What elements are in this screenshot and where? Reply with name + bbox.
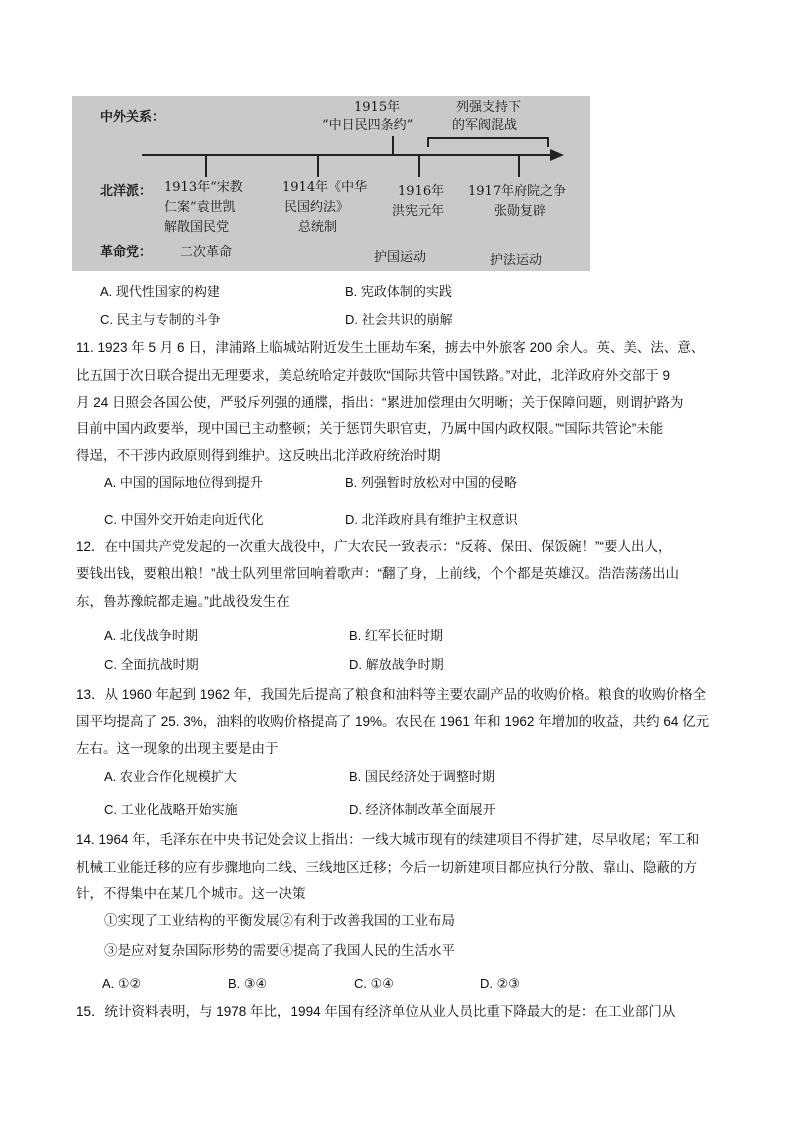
q11-line2: 比五国于次日联合提出无理要求，美总统哈定并鼓吹“国际共管中国铁路。”对此，北洋政府外交部于 9 — [76, 368, 670, 383]
tick-1916 — [418, 155, 420, 177]
q13-option-b: B. 国民经济处于调整时期 — [349, 769, 495, 784]
q11-option-d: D. 北洋政府具有维护主权意识 — [345, 512, 518, 527]
row-label-revolution: 革命党： — [100, 245, 153, 260]
q12-option-b: B. 红军长征时期 — [349, 628, 443, 643]
row-label-beiyang: 北洋派： — [100, 184, 153, 199]
q14-option-b: B. ③④ — [228, 976, 268, 991]
q10-option-b: B. 宪政体制的实践 — [345, 284, 452, 299]
q11-option-c: C. 中国外交开始走向近代化 — [104, 512, 264, 527]
huguo-movement-label: 护国运动 — [374, 250, 427, 265]
q13-line3: 左右。这一现象的出现主要是由于 — [76, 741, 279, 756]
q10-option-a: A. 现代性国家的构建 — [100, 284, 220, 299]
warlord-label-line2: 的军阀混战 — [452, 118, 518, 133]
timeline-figure — [72, 96, 590, 271]
tick-1914 — [317, 155, 319, 177]
q13-line2: 国平均提高了 25. 3%，油料的收购价格提高了 19%。农民在 1961 年和 1962 年增加的收益，共约 64 亿元 — [76, 714, 710, 729]
event-1915-year: 1915年 — [354, 100, 401, 115]
event-1916-line1: 1916年 — [398, 184, 445, 199]
q11-line3: 月 24 日照会各国公使，严驳斥列强的通牒，指出：“累进加偿理由欠明晰；关于保障问题，则谓护路为 — [76, 395, 684, 410]
tick-1917 — [518, 155, 520, 177]
event-1913-line2: 仁案”袁世凯 — [164, 200, 236, 215]
q14-option-a: A. ①② — [102, 976, 142, 991]
q13-option-d: D. 经济体制改革全面展开 — [349, 802, 496, 817]
event-1915-name: “中日民四条约” — [322, 118, 414, 133]
q11-line4: 目前中国内政要举，现中国已主动整顿；关于惩罚失职官吏，乃属中国内政权限。”“国际共管论”未能 — [76, 421, 664, 436]
timeline-axis — [142, 154, 552, 156]
tick-1915 — [392, 136, 394, 154]
event-1917-line2: 张勋复辟 — [494, 204, 547, 219]
q12-option-c: C. 全面抗战时期 — [104, 657, 199, 672]
q13-line1: 13．从 1960 年起到 1962 年，我国先后提高了粮食和油料等主要农副产品的收购价格。粮食的收购价格全 — [76, 687, 707, 702]
event-1917-line1: 1917年府院之争 — [468, 184, 567, 199]
event-1913-line1: 1913年“宋教 — [164, 180, 243, 195]
q11-option-b: B. 列强暂时放松对中国的侵略 — [345, 475, 517, 490]
row-label-foreign: 中外关系： — [100, 110, 166, 125]
second-revolution-label: 二次革命 — [180, 245, 233, 260]
q11-line5: 得逞，不干涉内政原则得到维护。这反映出北洋政府统治时期 — [76, 448, 441, 463]
warlord-bracket — [427, 137, 549, 147]
q10-option-c: C. 民主与专制的斗争 — [100, 312, 221, 327]
q12-line2: 要钱出钱，要粮出粮！”战士队列里常回响着歌声：“翻了身，上前线，个个都是英雄汉。浩浩荡荡出山 — [76, 566, 679, 581]
warlord-label-line1: 列强支持下 — [456, 100, 522, 115]
event-1914-line3: 总统制 — [298, 220, 338, 235]
q14-line1: 14. 1964 年，毛泽东在中央书记处会议上指出：一线大城市现有的续建项目不得扩建，尽早收尾；军工和 — [76, 832, 700, 847]
tick-1913 — [205, 155, 207, 177]
event-1914-line1: 1914年《中华 — [282, 180, 368, 195]
hufa-movement-label: 护法运动 — [490, 253, 543, 268]
q14-statement-3-4: ③是应对复杂国际形势的需要④提高了我国人民的生活水平 — [104, 943, 455, 959]
q13-option-c: C. 工业化战略开始实施 — [104, 802, 238, 817]
q15-line1: 15．统计资料表明，与 1978 年比，1994 年国有经济单位从业人员比重下降最大的是：在工业部门从 — [76, 1004, 676, 1019]
q13-option-a: A. 农业合作化规模扩大 — [104, 769, 237, 784]
q14-line3: 针，不得集中在某几个城市。这一决策 — [76, 886, 306, 901]
q14-line2: 机械工业能迁移的应有步骤地向二线、三线地区迁移；今后一切新建项目都应执行分散、靠山、隐蔽的方 — [76, 860, 697, 875]
q11-option-a: A. 中国的国际地位得到提升 — [104, 475, 263, 490]
timeline-arrowhead — [550, 149, 564, 161]
event-1916-line2: 洪宪元年 — [392, 204, 445, 219]
q12-option-a: A. 北伐战争时期 — [104, 628, 198, 643]
event-1913-line3: 解散国民党 — [164, 220, 230, 235]
q12-option-d: D. 解放战争时期 — [349, 657, 444, 672]
q12-line1: 12．在中国共产党发起的一次重大战役中，广大农民一致表示：“反蒋、保田、保饭碗！”“要人出人， — [76, 539, 672, 554]
q11-line1: 11. 1923 年 5 月 6 日，津浦路上临城站附近发生土匪劫车案，掳去中外旅客 200 余人。英、美、法、意、 — [76, 340, 705, 355]
event-1914-line2: 民国约法》 — [284, 200, 350, 215]
q12-line3: 东，鲁苏豫皖都走遍。”此战役发生在 — [76, 594, 290, 609]
q10-option-d: D. 社会共识的崩解 — [345, 312, 453, 327]
q14-statement-1-2: ①实现了工业结构的平衡发展②有利于改善我国的工业布局 — [104, 913, 455, 929]
q14-option-c: C. ①④ — [354, 976, 394, 991]
q14-option-d: D. ②③ — [480, 976, 520, 991]
